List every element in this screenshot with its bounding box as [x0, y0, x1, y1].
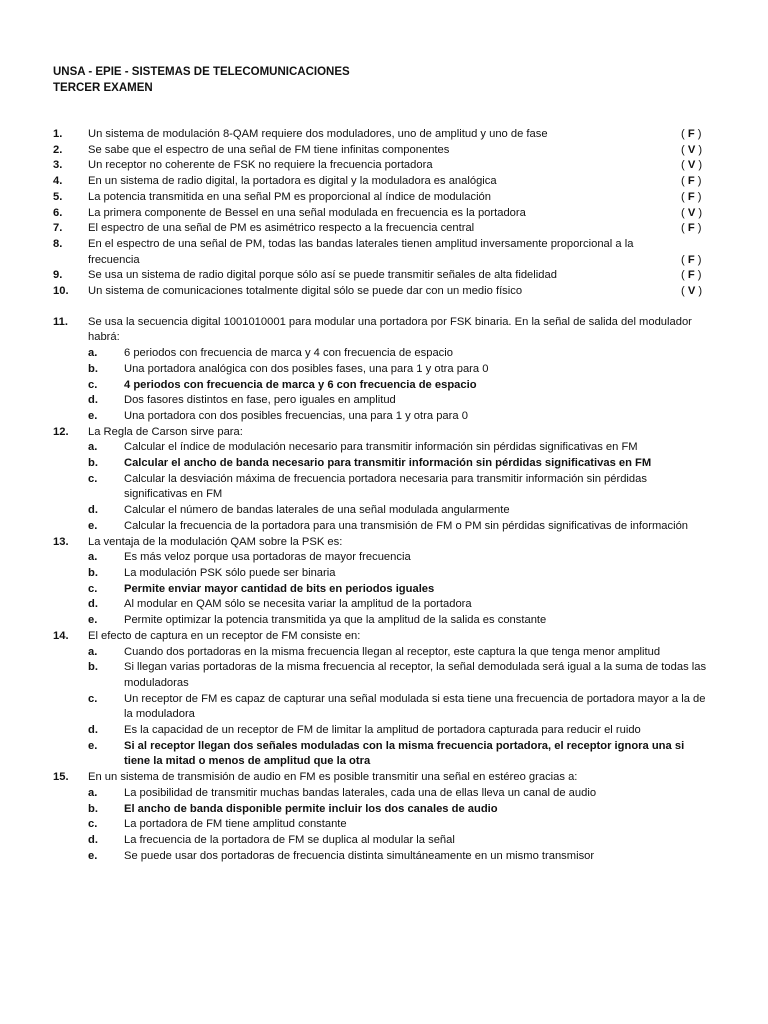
option-text: Calcular el ancho de banda necesario para transmitir información sin pérdidas significativas en FM — [124, 457, 652, 470]
answer-option-correct — [53, 739, 707, 770]
option-text: Es la capacidad de un receptor de FM de limitar la amplitud de portadora capturada para reducir el ruido — [124, 724, 641, 737]
answer-option-correct — [53, 378, 707, 394]
option-letter: b. — [88, 661, 98, 674]
true-false-answer — [681, 158, 707, 174]
option-letter: d. — [88, 724, 98, 737]
answer-letter: F — [687, 190, 695, 203]
true-false-item — [53, 284, 707, 300]
option-text: Permite enviar mayor cantidad de bits en periodos iguales — [124, 582, 435, 595]
true-false-answer — [681, 174, 707, 190]
question-number: 8. — [53, 237, 63, 250]
true-false-item — [53, 237, 707, 268]
answer-open-paren: ( — [681, 143, 688, 156]
option-letter: c. — [88, 692, 98, 705]
option-letter: b. — [88, 802, 98, 815]
statement-text: Se sabe que el espectro de una señal de FM tiene infinitas componentes — [88, 143, 450, 156]
answer-close-paren: ) — [694, 222, 702, 235]
question-number: 12. — [53, 425, 69, 438]
answer-option — [53, 409, 707, 425]
answer-close-paren: ) — [694, 190, 702, 203]
true-false-list — [53, 127, 707, 300]
option-letter: e. — [88, 519, 98, 532]
option-text: La posibilidad de transmitir muchas bandas laterales, cada una de ellas lleva un canal de audio — [124, 786, 597, 799]
statement-text: El espectro de una señal de PM es asimétrico respecto a la frecuencia central — [88, 222, 475, 235]
true-false-item — [53, 206, 707, 222]
answer-close-paren: ) — [694, 128, 702, 140]
answer-option — [53, 692, 707, 723]
answer-open-paren: ( — [681, 253, 688, 266]
answer-option — [53, 597, 707, 613]
true-false-answer — [681, 284, 707, 300]
question-number: 7. — [53, 222, 63, 235]
answer-option — [53, 550, 707, 566]
answer-letter: V — [687, 285, 696, 298]
answer-close-paren: ) — [695, 159, 703, 172]
option-text: Calcular la frecuencia de la portadora para una transmisión de FM o PM sin pérdidas significativas de información — [124, 519, 689, 532]
document-header-title: TERCER EXAMEN — [53, 82, 153, 94]
option-text: La frecuencia de la portadora de FM se duplica al modular la señal — [124, 833, 455, 846]
option-letter: c. — [88, 378, 98, 391]
statement-text: La potencia transmitida en una señal PM es proporcional al índice de modulación — [88, 190, 491, 203]
option-letter: a. — [88, 645, 98, 658]
answer-option — [53, 472, 707, 503]
option-text: 4 periodos con frecuencia de marca y 6 con frecuencia de espacio — [124, 378, 477, 391]
answer-option — [53, 786, 707, 802]
answer-letter: V — [687, 143, 696, 156]
answer-close-paren: ) — [694, 175, 702, 188]
statement-text: La primera componente de Bessel en una señal modulada en frecuencia es la portadora — [88, 206, 526, 219]
true-false-item — [53, 268, 707, 284]
answer-option — [53, 440, 707, 456]
option-text: Si al receptor llegan dos señales moduladas con la misma frecuencia portadora, el receptor ignora una si tiene la mitad o menos de amplitud que la otra — [124, 739, 685, 768]
answer-letter: F — [687, 253, 695, 266]
option-letter: d. — [88, 394, 98, 407]
question-number: 9. — [53, 269, 63, 282]
answer-open-paren: ( — [681, 159, 688, 172]
option-text: Calcular el número de bandas laterales de una señal modulada angularmente — [124, 504, 510, 517]
question-number: 13. — [53, 535, 69, 548]
multiple-choice-question — [53, 535, 707, 551]
question-number: 2. — [53, 143, 63, 156]
option-letter: e. — [88, 739, 98, 752]
question-number: 15. — [53, 771, 69, 784]
answer-option — [53, 849, 707, 865]
answer-option-correct — [53, 802, 707, 818]
option-text: Es más veloz porque usa portadoras de mayor frecuencia — [124, 551, 411, 564]
option-letter: b. — [88, 566, 98, 579]
option-letter: e. — [88, 849, 98, 862]
answer-option-correct — [53, 456, 707, 472]
multiple-choice-question — [53, 770, 707, 786]
true-false-answer — [681, 253, 707, 269]
answer-close-paren: ) — [695, 285, 703, 298]
option-letter: a. — [88, 551, 98, 564]
option-letter: d. — [88, 833, 98, 846]
option-text: Calcular el índice de modulación necesario para transmitir información sin pérdidas significativas en FM — [124, 441, 638, 454]
true-false-item — [53, 127, 707, 143]
multiple-choice-question — [53, 315, 707, 346]
option-text: Una portadora con dos posibles frecuencias, una para 1 y otra para 0 — [124, 409, 468, 422]
answer-open-paren: ( — [681, 190, 688, 203]
exam-page — [53, 64, 707, 864]
option-letter: c. — [88, 582, 98, 595]
true-false-item — [53, 143, 707, 159]
question-number: 14. — [53, 629, 69, 642]
option-letter: c. — [88, 472, 98, 485]
answer-close-paren: ) — [695, 143, 703, 156]
true-false-item — [53, 158, 707, 174]
option-text: La portadora de FM tiene amplitud constante — [124, 818, 347, 831]
answer-option — [53, 566, 707, 582]
option-letter: c. — [88, 818, 98, 831]
true-false-answer — [681, 190, 707, 206]
option-letter: b. — [88, 362, 98, 375]
statement-text: Se usa un sistema de radio digital porque sólo así se puede transmitir señales de alta fidelidad — [88, 269, 557, 282]
multiple-choice-question — [53, 629, 707, 645]
option-text: Al modular en QAM sólo se necesita variar la amplitud de la portadora — [124, 598, 472, 611]
answer-option — [53, 393, 707, 409]
true-false-item — [53, 174, 707, 190]
option-text: El ancho de banda disponible permite incluir los dos canales de audio — [124, 802, 498, 815]
option-letter: a. — [88, 347, 98, 360]
option-letter: d. — [88, 504, 98, 517]
multiple-choice-question — [53, 425, 707, 441]
answer-option — [53, 817, 707, 833]
question-text: Se usa la secuencia digital 1001010001 para modular una portadora por FSK binaria. En la señal de salida del modulador habrá: — [88, 315, 692, 344]
answer-option — [53, 362, 707, 378]
answer-close-paren: ) — [695, 206, 703, 219]
answer-option — [53, 503, 707, 519]
answer-open-paren: ( — [681, 206, 688, 219]
option-text: La modulación PSK sólo puede ser binaria — [124, 566, 336, 579]
question-text: El efecto de captura en un receptor de FM consiste en: — [88, 629, 361, 642]
question-number: 3. — [53, 159, 63, 172]
answer-letter: V — [687, 206, 696, 219]
true-false-answer — [681, 221, 707, 237]
answer-option — [53, 723, 707, 739]
option-text: Se puede usar dos portadoras de frecuencia distinta simultáneamente en un mismo transmisor — [124, 849, 595, 862]
answer-open-paren: ( — [681, 285, 688, 298]
answer-option-correct — [53, 582, 707, 598]
true-false-answer — [681, 206, 707, 222]
true-false-answer — [681, 127, 707, 143]
answer-letter: V — [687, 159, 696, 172]
answer-close-paren: ) — [694, 269, 702, 282]
answer-open-paren: ( — [681, 222, 688, 235]
answer-open-paren: ( — [681, 175, 688, 188]
true-false-answer — [681, 268, 707, 284]
answer-option — [53, 833, 707, 849]
option-text: Si llegan varias portadoras de la misma frecuencia al receptor, la señal demodulada será igual a la suma de todas las moduladoras — [124, 661, 707, 689]
statement-text: En el espectro de una señal de PM, todas las bandas laterales tienen amplitud inversamente proporcional a la frecuencia — [88, 237, 634, 266]
document-header-institution: UNSA - EPIE - SISTEMAS DE TELECOMUNICACIONES — [53, 66, 350, 78]
option-letter: e. — [88, 409, 98, 422]
statement-text: En un sistema de radio digital, la portadora es digital y la moduladora es analógica — [88, 175, 497, 188]
option-letter: a. — [88, 441, 98, 454]
answer-letter: F — [687, 175, 695, 188]
statement-text: Un sistema de comunicaciones totalmente digital sólo se puede dar con un medio físico — [88, 285, 523, 298]
statement-text: Un sistema de modulación 8-QAM requiere dos moduladores, uno de amplitud y uno de fase — [88, 128, 548, 140]
question-number: 5. — [53, 190, 63, 203]
answer-option — [53, 346, 707, 362]
answer-option — [53, 645, 707, 661]
option-letter: e. — [88, 614, 98, 627]
answer-option — [53, 613, 707, 629]
option-text: Una portadora analógica con dos posibles fases, una para 1 y otra para 0 — [124, 362, 489, 375]
answer-letter: F — [687, 128, 695, 140]
question-number: 6. — [53, 206, 63, 219]
option-letter: a. — [88, 786, 98, 799]
option-letter: b. — [88, 457, 98, 470]
question-text: La ventaja de la modulación QAM sobre la PSK es: — [88, 535, 343, 548]
answer-open-paren: ( — [681, 128, 688, 140]
statement-text: Un receptor no coherente de FSK no requiere la frecuencia portadora — [88, 159, 433, 172]
option-text: Calcular la desviación máxima de frecuencia portadora necesaria para transmitir información sin pérdidas significativas en FM — [124, 472, 647, 501]
option-text: Un receptor de FM es capaz de capturar una señal modulada si esta tiene una frecuencia de portadora mayor a la de la moduladora — [124, 692, 706, 721]
answer-open-paren: ( — [681, 269, 688, 282]
true-false-item — [53, 190, 707, 206]
answer-option — [53, 660, 707, 691]
true-false-item — [53, 221, 707, 237]
option-letter: d. — [88, 598, 98, 611]
answer-close-paren: ) — [694, 253, 702, 266]
question-text: En un sistema de transmisión de audio en FM es posible transmitir una señal en estéreo gracias a: — [88, 771, 578, 784]
question-text: La Regla de Carson sirve para: — [88, 425, 243, 438]
multiple-choice-list — [53, 315, 707, 865]
question-number: 11. — [53, 315, 68, 328]
option-text: Cuando dos portadoras en la misma frecuencia llegan al receptor, este captura la que tenga menor amplitud — [124, 645, 661, 658]
option-text: Dos fasores distintos en fase, pero iguales en amplitud — [124, 394, 396, 407]
option-text: 6 periodos con frecuencia de marca y 4 con frecuencia de espacio — [124, 347, 453, 360]
question-number: 1. — [53, 128, 63, 140]
question-number: 4. — [53, 175, 63, 188]
answer-option — [53, 519, 707, 535]
answer-letter: F — [687, 269, 695, 282]
true-false-answer — [681, 143, 707, 159]
option-text: Permite optimizar la potencia transmitida ya que la amplitud de la salida es constante — [124, 614, 547, 627]
question-number: 10. — [53, 285, 69, 298]
answer-letter: F — [687, 222, 695, 235]
